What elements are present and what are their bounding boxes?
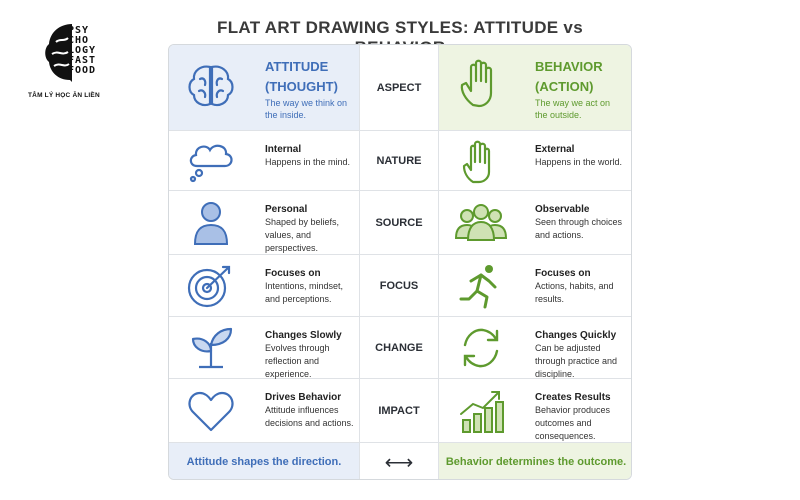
attitude-title-line1: ATTITUDE bbox=[265, 59, 329, 74]
cell-body: Seen through choices and actions. bbox=[535, 217, 623, 240]
logo-line: FOOD bbox=[68, 65, 97, 76]
header-row bbox=[169, 45, 632, 131]
group-icon bbox=[453, 198, 509, 248]
heart-icon bbox=[183, 386, 239, 436]
cell-body: Shaped by beliefs, values, and perspectives. bbox=[265, 217, 340, 253]
table-row bbox=[169, 131, 632, 191]
behavior-text bbox=[535, 391, 627, 443]
logo bbox=[28, 22, 128, 112]
table-row bbox=[169, 255, 632, 317]
behavior-cell bbox=[439, 317, 632, 378]
running-person-icon bbox=[453, 261, 509, 311]
behavior-header bbox=[439, 45, 632, 130]
cell-heading: Personal bbox=[265, 204, 308, 215]
cell-body: Happens in the mind. bbox=[265, 157, 351, 167]
cell-heading: Creates Results bbox=[535, 392, 611, 403]
comparison-table bbox=[168, 44, 632, 480]
cell-body: Actions, habits, and results. bbox=[535, 281, 614, 304]
table-row bbox=[169, 317, 632, 379]
cell-body: Evolves through reflection and experience. bbox=[265, 343, 330, 379]
target-icon bbox=[183, 261, 239, 311]
raised-hand-icon bbox=[453, 59, 509, 109]
cell-heading: Focuses on bbox=[265, 268, 321, 279]
behavior-title bbox=[535, 57, 632, 97]
attitude-cell bbox=[169, 255, 359, 316]
hand-icon bbox=[453, 136, 509, 186]
attitude-text bbox=[265, 329, 357, 381]
behavior-subtitle: The way we act on the outside. bbox=[535, 98, 611, 120]
attitude-cell bbox=[169, 317, 359, 378]
footer-row bbox=[169, 443, 632, 480]
page-title: FLAT ART DRAWING STYLES: ATTITUDE vs bbox=[217, 18, 583, 37]
table-row bbox=[169, 191, 632, 255]
refresh-icon bbox=[453, 323, 509, 373]
cell-heading: Observable bbox=[535, 204, 590, 215]
attitude-header bbox=[169, 45, 359, 130]
behavior-cell bbox=[439, 255, 632, 316]
attitude-cell bbox=[169, 131, 359, 190]
thought-bubble-icon bbox=[183, 136, 239, 186]
attitude-cell bbox=[169, 379, 359, 442]
behavior-cell bbox=[439, 131, 632, 190]
cell-body: Intentions, mindset, and perceptions. bbox=[265, 281, 344, 304]
aspect-label: CHANGE bbox=[359, 317, 439, 378]
aspect-label: SOURCE bbox=[359, 191, 439, 254]
logo-line: FAST bbox=[68, 55, 97, 66]
brain-icon bbox=[183, 61, 239, 111]
attitude-text bbox=[265, 391, 357, 430]
cell-heading: Internal bbox=[265, 144, 302, 155]
person-icon bbox=[183, 198, 239, 248]
cell-heading: Changes Slowly bbox=[265, 330, 342, 341]
double-arrow-icon: ⟷ bbox=[359, 443, 439, 480]
behavior-text bbox=[535, 203, 627, 242]
attitude-text bbox=[265, 203, 357, 255]
aspect-label: NATURE bbox=[359, 131, 439, 190]
cell-heading: Focuses on bbox=[535, 268, 591, 279]
aspect-header: ASPECT bbox=[359, 45, 439, 130]
logo-wordmark bbox=[68, 26, 118, 76]
behavior-title-line2: (ACTION) bbox=[535, 79, 594, 94]
cell-heading: External bbox=[535, 144, 575, 155]
attitude-cell bbox=[169, 191, 359, 254]
growth-chart-icon bbox=[453, 386, 509, 436]
attitude-text bbox=[265, 267, 357, 306]
attitude-subtitle: The way we think on the inside. bbox=[265, 98, 348, 120]
logo-caption: TÂM LÝ HỌC ĂN LIỀN bbox=[28, 92, 100, 99]
behavior-title-line1: BEHAVIOR bbox=[535, 59, 603, 74]
attitude-title bbox=[265, 57, 365, 97]
logo-line: CHO bbox=[68, 35, 90, 46]
behavior-cell bbox=[439, 379, 632, 442]
attitude-title-line2: (THOUGHT) bbox=[265, 79, 338, 94]
cell-heading: Changes Quickly bbox=[535, 330, 617, 341]
behavior-footer: Behavior determines the outcome. bbox=[439, 443, 632, 480]
behavior-text bbox=[535, 329, 627, 381]
behavior-text bbox=[535, 143, 627, 169]
cell-body: Behavior produces outcomes and consequences. bbox=[535, 405, 611, 441]
aspect-label: IMPACT bbox=[359, 379, 439, 442]
table-row bbox=[169, 379, 632, 443]
cell-heading: Drives Behavior bbox=[265, 392, 342, 403]
cell-body: Happens in the world. bbox=[535, 157, 623, 167]
behavior-text bbox=[535, 267, 627, 306]
sprout-icon bbox=[183, 323, 239, 373]
logo-line: LOGY bbox=[68, 45, 97, 56]
aspect-label: FOCUS bbox=[359, 255, 439, 316]
behavior-cell bbox=[439, 191, 632, 254]
cell-body: Attitude influences decisions and actions. bbox=[265, 405, 354, 428]
logo-line: PSY bbox=[68, 25, 90, 36]
attitude-text bbox=[265, 143, 357, 169]
attitude-footer: Attitude shapes the direction. bbox=[169, 443, 359, 480]
cell-body: Can be adjusted through practice and discipline. bbox=[535, 343, 618, 379]
